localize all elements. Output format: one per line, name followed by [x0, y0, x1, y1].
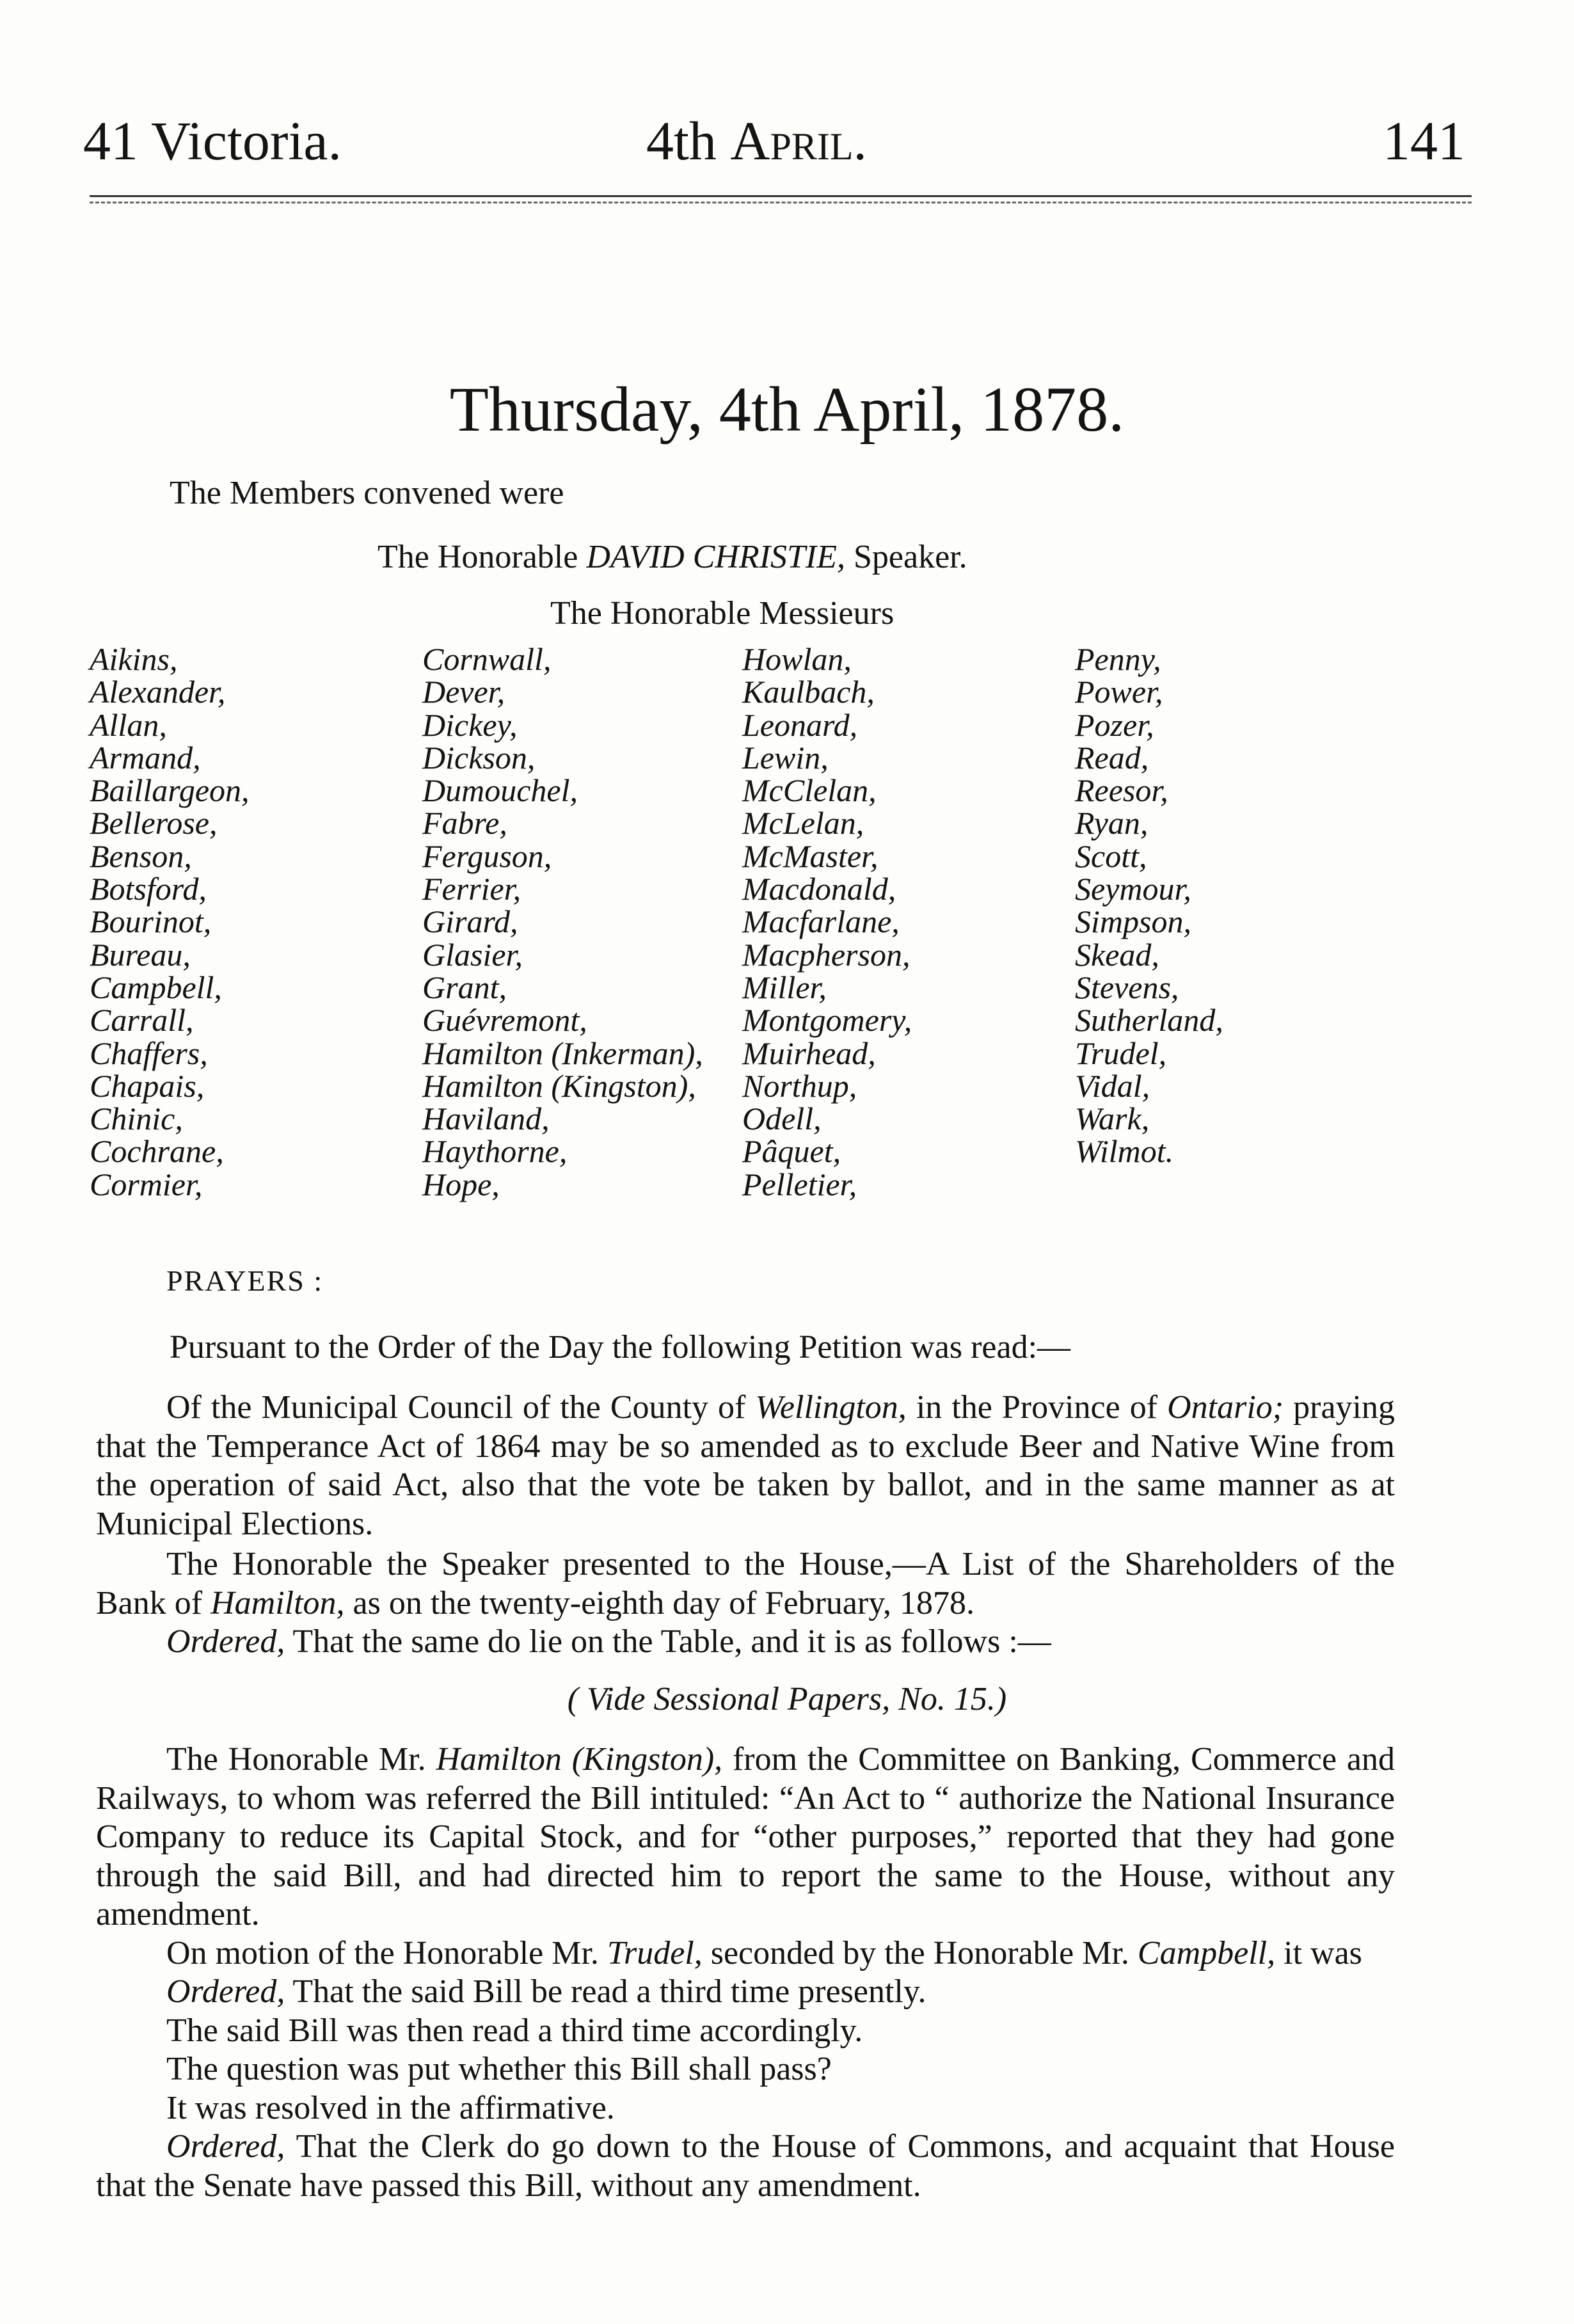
member-name: Haythorne,: [422, 1133, 568, 1170]
member-name: Sutherland,: [1075, 1002, 1223, 1039]
member-name: Wilmot.: [1075, 1133, 1174, 1170]
member-name: Dickey,: [422, 706, 518, 743]
member-name: Ferguson,: [422, 838, 552, 874]
question-line: The question was put whether this Bill shall pass?: [166, 2051, 832, 2087]
member-name: Dumouchel,: [422, 772, 578, 809]
county-name: Wellington,: [755, 1389, 907, 1426]
member-name: Chaffers,: [90, 1035, 208, 1071]
member-name: Pozer,: [1075, 706, 1154, 743]
petition-paragraph: Of the Municipal Council of the County of Wellington, in the Province of Ontario; praying that the Temperance Act of 1864 may be so amended as to exclude Beer and Native Wine from the operation of said Act, also that the vote be taken by ballot, and in the same manner as at Municipal Elections.: [96, 1389, 1395, 1542]
third-reading-line: The said Bill was then read a third time accordingly.: [166, 2012, 863, 2049]
member-name: Benson,: [90, 838, 192, 874]
member-name: Dever,: [422, 674, 505, 710]
member-name: Baillargeon,: [90, 772, 250, 809]
member-name: Howlan,: [742, 641, 852, 677]
sessional-papers-reference: ( Vide Sessional Papers, No. 15.): [567, 1681, 1007, 1717]
member-name: Botsford,: [90, 871, 207, 907]
regnal-year: 41 Victoria.: [83, 110, 342, 171]
members-column-2: [422, 643, 703, 1201]
member-name: McMaster,: [742, 838, 878, 874]
member-name: Aikins,: [90, 641, 178, 677]
member-name: Muirhead,: [742, 1035, 876, 1071]
member-name: Dickson,: [422, 739, 536, 776]
member-name: Stevens,: [1075, 969, 1179, 1005]
seconder-name: Campbell,: [1137, 1934, 1276, 1971]
member-name: Glasier,: [422, 936, 523, 973]
member-name: Carrall,: [90, 1002, 194, 1039]
member-name: Chinic,: [90, 1101, 183, 1137]
member-name: Campbell,: [90, 969, 222, 1005]
member-name: Ryan,: [1075, 805, 1149, 841]
header-date: 4th April.: [646, 110, 868, 171]
member-name: Northup,: [742, 1067, 857, 1104]
shareholders-paragraph: The Honorable the Speaker presented to the House,—A List of the Shareholders of the Bank of Hamilton, as on the twenty-eighth day of February, 1878. Ordered, That the same do lie on the Table, and it is as follows :—: [96, 1546, 1395, 1660]
resolved-line: It was resolved in the affirmative.: [166, 2089, 615, 2126]
member-name: Skead,: [1075, 936, 1159, 973]
member-name: Guévremont,: [422, 1002, 587, 1039]
members-column-1: [90, 643, 250, 1201]
member-name: Vidal,: [1075, 1067, 1150, 1104]
member-name: Haviland,: [422, 1101, 550, 1137]
messieurs-line: The Honorable Messieurs: [550, 595, 894, 632]
member-name: Bureau,: [90, 936, 191, 973]
member-name: Pelletier,: [742, 1166, 857, 1202]
member-name: Macdonald,: [742, 871, 896, 907]
member-name: Grant,: [422, 969, 507, 1005]
member-name: Scott,: [1075, 838, 1147, 874]
member-name: Miller,: [742, 969, 827, 1005]
member-name: Wark,: [1075, 1101, 1150, 1137]
member-name: Cochrane,: [90, 1133, 224, 1170]
member-name: Reesor,: [1075, 772, 1168, 809]
prayers-heading: PRAYERS :: [166, 1264, 324, 1297]
member-name: Macfarlane,: [742, 903, 900, 940]
members-column-4: [1075, 643, 1223, 1168]
member-name: Allan,: [90, 706, 167, 743]
member-name: Pâquet,: [742, 1133, 841, 1170]
page-number: 141: [1383, 110, 1465, 171]
member-name: Read,: [1075, 739, 1149, 776]
member-name: Chapais,: [90, 1067, 205, 1104]
province-name: Ontario;: [1167, 1389, 1284, 1426]
speaker-name: DAVID CHRISTIE,: [586, 539, 846, 575]
speaker-line: The Honorable DAVID CHRISTIE, Speaker.: [378, 539, 967, 575]
member-name: Ferrier,: [422, 871, 521, 907]
header-rule-dashed: [90, 202, 1472, 203]
member-name: Alexander,: [90, 674, 226, 710]
member-name: Power,: [1075, 674, 1163, 710]
running-head: [83, 109, 1465, 179]
mover-name: Trudel,: [607, 1934, 703, 1971]
member-name: McClelan,: [742, 772, 877, 809]
bank-name: Hamilton,: [211, 1584, 345, 1621]
intro-line: The Members convened were: [170, 475, 564, 511]
member-name: Cornwall,: [422, 641, 552, 677]
member-name: Kaulbach,: [742, 674, 875, 710]
member-name: Trudel,: [1075, 1035, 1167, 1071]
member-name: Montgomery,: [742, 1002, 912, 1039]
member-name: Penny,: [1075, 641, 1161, 677]
member-name: Armand,: [90, 739, 201, 776]
member-name: Hamilton (Kingston),: [422, 1067, 696, 1104]
member-name: Seymour,: [1075, 871, 1191, 907]
reporting-member: Hamilton (Kingston),: [436, 1741, 723, 1778]
member-name: McLelan,: [742, 805, 864, 841]
member-name: Hope,: [422, 1166, 500, 1202]
member-name: Simpson,: [1075, 903, 1191, 940]
member-name: Hamilton (Inkerman),: [422, 1035, 703, 1071]
member-name: Girard,: [422, 903, 518, 940]
petition-intro: Pursuant to the Order of the Day the following Petition was read:—: [170, 1329, 1071, 1365]
member-name: Bellerose,: [90, 805, 218, 841]
member-name: Leonard,: [742, 706, 858, 743]
member-name: Macpherson,: [742, 936, 910, 973]
member-name: Fabre,: [422, 805, 507, 841]
member-name: Lewin,: [742, 739, 829, 776]
members-column-3: [742, 643, 912, 1201]
member-name: Bourinot,: [90, 903, 212, 940]
member-name: Odell,: [742, 1101, 822, 1137]
committee-report-paragraph: The Honorable Mr. Hamilton (Kingston), from the Committee on Banking, Commerce and Railways, to whom was referred the Bill intituled: “An Act to “ authorize the National Insurance Company to reduce its Capital Stock, and for “other purposes,” reported that they had gone through the said Bill, and had directed him to report the same to the House, without any amendment. On motion of the Honorable Mr. Trudel, seconded by the Honorable Mr. Campbell, it was Ordered, That the said Bill be read a third time presently. The said Bill was then read a third time accordingly. The question was put whether this Bill shall pass? It was resolved in the affirmative. Ordered, That the Clerk do go down to the House of Commons, and acquaint that House that the Senate have passed this Bill, without any amendment.: [96, 1741, 1395, 2204]
member-name: Cormier,: [90, 1166, 203, 1202]
page-title: Thursday, 4th April, 1878.: [449, 374, 1125, 445]
header-rule: [90, 195, 1472, 197]
